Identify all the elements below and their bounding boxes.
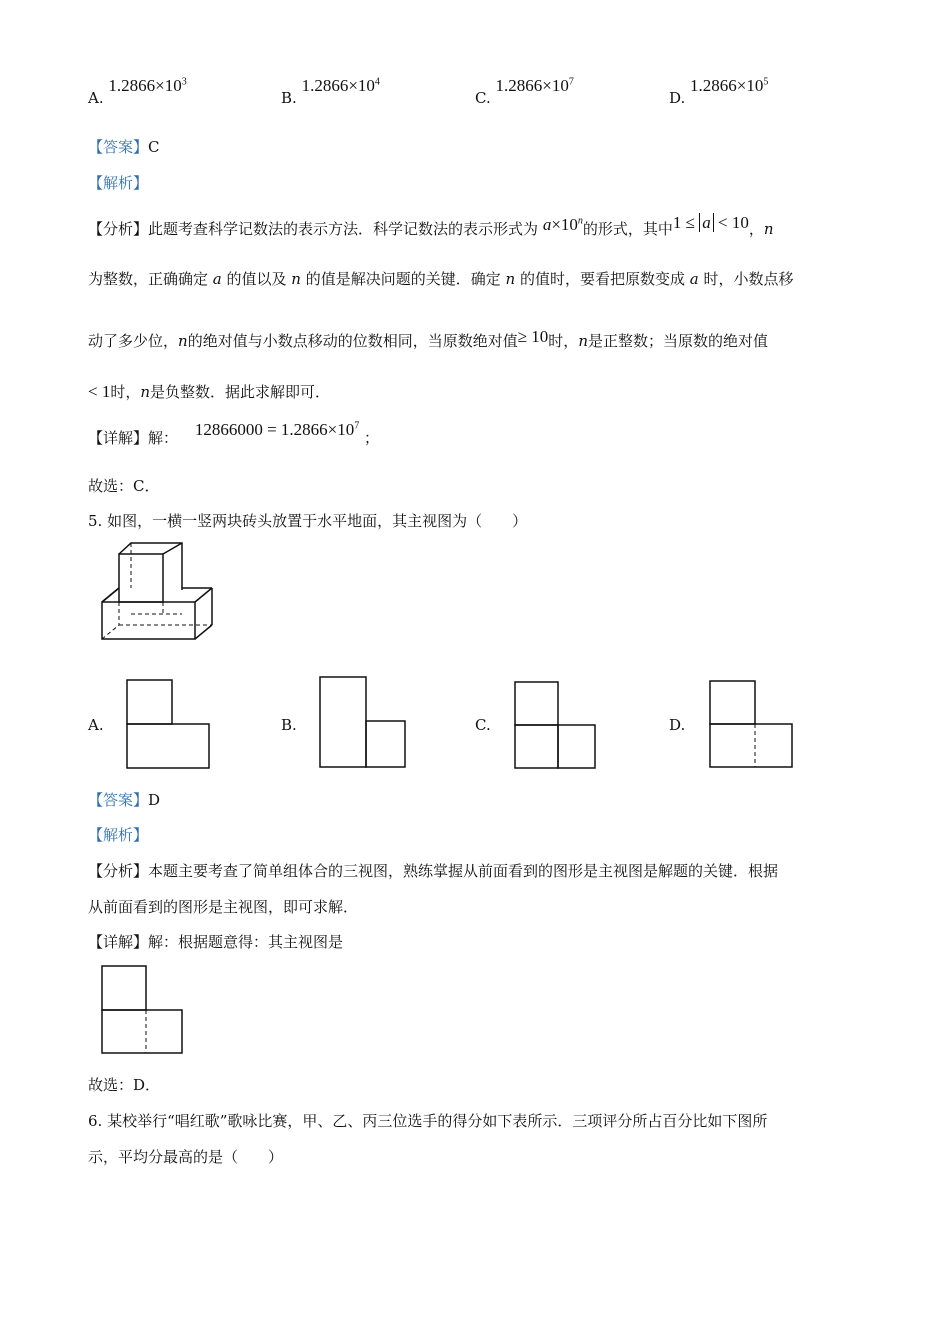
q5-detail: 【详解】解：根据题意得：其主视图是 — [88, 933, 344, 951]
q5-option-d-label: D. — [669, 716, 686, 734]
q5-answer: 【答案】D — [88, 791, 161, 809]
q5-main-view-figure — [100, 964, 186, 1056]
q4-fenxi-line1: 【分析】此题考查科学记数法的表示方法．科学记数法的表示形式为 $a\times 10^n$的形式，其中1 ≤ a < 10，n — [88, 213, 774, 238]
option-a: A. $1.2866\times 10^3$ — [88, 76, 187, 107]
q5-stem: 5. 如图，一横一竖两块砖头放置于水平地面，其主视图为（ ） — [88, 512, 528, 530]
q5-option-b-figure — [318, 675, 408, 770]
q4-answer: 【答案】C — [88, 138, 160, 156]
q5-option-a-label: A. — [88, 716, 104, 734]
bricks-figure — [100, 540, 215, 640]
vertical-brick-front — [119, 554, 163, 602]
horizontal-brick-front — [102, 602, 195, 639]
q4-detail: 【详解】解： $12866000 = 1.2866\times 10^7$ ； — [88, 420, 380, 447]
q5-option-d-figure — [708, 679, 796, 770]
q4-fenxi-line2: 为整数，正确确定 a 的值以及 n 的值是解决问题的关键．确定 n 的值时，要看把原数变成 a 时，小数点移 — [88, 270, 794, 288]
q5-analysis-tag: 【解析】 — [88, 826, 149, 844]
q5-option-b-label: B. — [281, 716, 297, 734]
q5-option-c-label: C. — [475, 716, 491, 734]
q4-analysis-tag: 【解析】 — [88, 174, 149, 192]
option-d: D. $1.2866\times 10^5$ — [669, 76, 769, 107]
q4-fenxi-line4: < 1时，n是负整数．据此求解即可． — [88, 382, 331, 401]
q5-option-a-figure — [125, 678, 211, 770]
q5-fenxi-line2: 从前面看到的图形是主视图，即可求解． — [88, 898, 359, 916]
q4-conclusion: 故选：C． — [88, 477, 160, 495]
q6-stem-line2: 示，平均分最高的是（ ） — [88, 1148, 284, 1166]
option-c: C. $1.2866\times 10^7$ — [475, 76, 574, 107]
q6-stem-line1: 6. 某校举行“唱红歌”歌咏比赛，甲、乙、丙三位选手的得分如下表所示．三项评分所占百分比如下图所 — [88, 1112, 768, 1130]
q5-fenxi-line1: 【分析】本题主要考查了简单组体合的三视图，熟练掌握从前面看到的图形是主视图是解题的关键．根据 — [88, 862, 779, 880]
q4-fenxi-line3: 动了多少位，n的绝对值与小数点移动的位数相同，当原数绝对值≥ 10时，n是正整数；当原数的绝对值 — [88, 327, 768, 350]
q5-option-c-figure — [513, 680, 598, 770]
q5-conclusion: 故选：D． — [88, 1076, 161, 1094]
option-b: B. $1.2866\times 10^4$ — [281, 76, 380, 107]
vertical-brick-top — [119, 543, 182, 590]
